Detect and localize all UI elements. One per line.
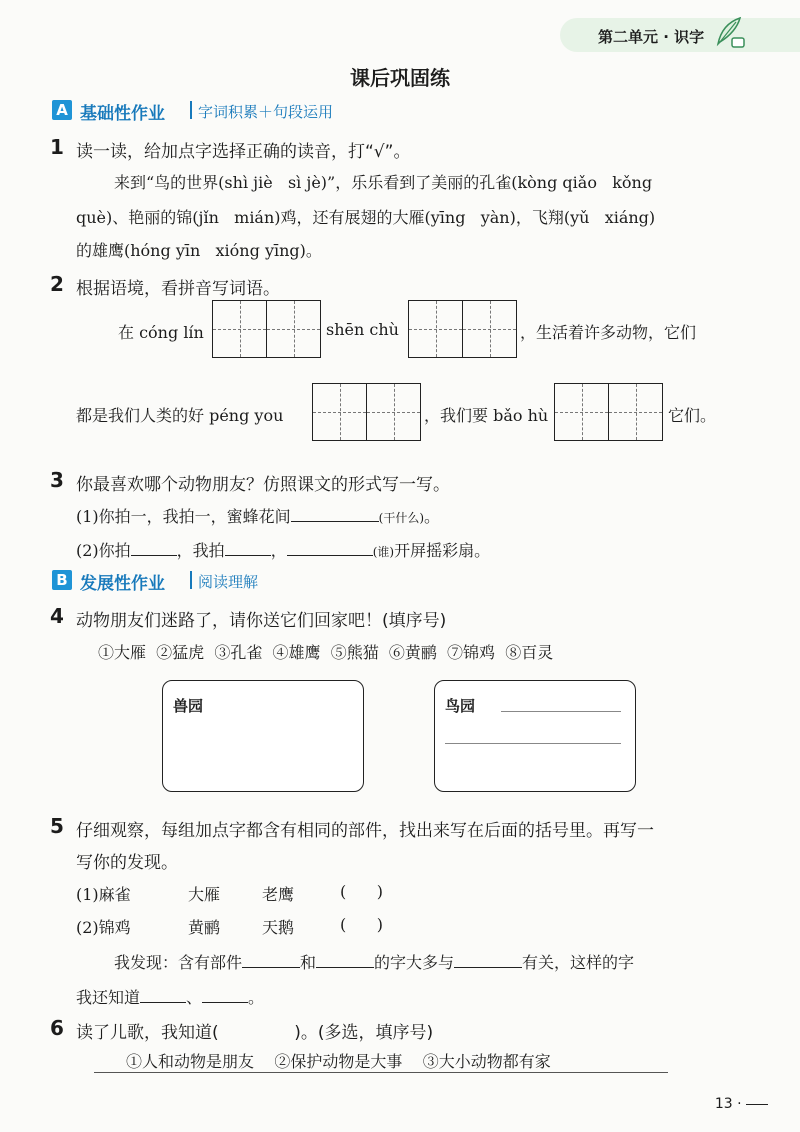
q3-line2-note: (谁) xyxy=(372,545,395,559)
q5-blank-2[interactable] xyxy=(316,951,374,968)
question-5-number: 5 xyxy=(50,814,64,838)
question-3-number: 3 xyxy=(50,468,64,492)
zoo-box-birds-label: 鸟园 xyxy=(445,697,476,715)
section-b-divider xyxy=(190,571,192,589)
question-5-prompt-line1: 仔细观察，每组加点字都含有相同的部件，找出来写在后面的括号里。再写一 xyxy=(76,821,654,841)
unit-label: 第二单元 · 识字 xyxy=(598,28,705,46)
answer-grid-shenchu[interactable] xyxy=(408,300,517,358)
q5-blank-5[interactable] xyxy=(202,986,248,1003)
section-a-badge: A xyxy=(52,100,72,120)
q5-finding-text-d: 有关，这样的字 xyxy=(522,953,635,972)
zoo-answer-line xyxy=(445,743,621,744)
question-1-text-line2: què)、艳丽的锦(jǐn mián)鸡，还有展翅的大雁(yīng yàn)，飞翔(yǔ xiáng) xyxy=(76,208,656,227)
feather-icon xyxy=(712,14,746,50)
q5-blank-4[interactable] xyxy=(140,986,186,1003)
q5-group1-answer[interactable]: ( ) xyxy=(340,882,383,901)
q5-group2-word1: (2)锦鸡 xyxy=(76,918,131,937)
q3-line1-text: (1)你拍一，我拍一，蜜蜂花间 xyxy=(76,507,291,526)
question-2-number: 2 xyxy=(50,272,64,296)
question-3-prompt: 你最喜欢哪个动物朋友？仿照课文的形式写一写。 xyxy=(76,475,450,495)
section-b-subtitle: 阅读理解 xyxy=(198,573,259,591)
zoo-box-beasts-label: 兽园 xyxy=(173,697,204,715)
question-4-number: 4 xyxy=(50,604,64,628)
question-4-prompt: 动物朋友们迷路了，请你送它们回家吧！(填序号) xyxy=(76,611,447,631)
q5-finding-line2 xyxy=(76,985,264,1008)
q3-line2-text-a: (2)你拍 xyxy=(76,541,131,560)
page-number xyxy=(715,1096,768,1112)
q5-finding2-text-b: 、 xyxy=(186,988,203,1007)
question-3-line2 xyxy=(76,538,490,561)
q3-line2-text-c: ， xyxy=(270,541,287,560)
q2-row2-pinyin2: ，我们要 bǎo hù xyxy=(424,406,549,425)
q3-line2-text-b: ，我拍 xyxy=(176,541,225,560)
q3-blank-1[interactable] xyxy=(291,505,379,522)
question-1-number: 1 xyxy=(50,135,64,159)
q3-line2-end: 开屏摇彩扇。 xyxy=(394,541,491,560)
q2-row2-pinyin1: 都是我们人类的好 péng you xyxy=(76,406,284,425)
q5-group2-word3: 天鹅 xyxy=(262,918,295,937)
page-title: 课后巩固练 xyxy=(350,66,450,90)
question-1-text-line1: 来到“鸟的世界(shì jiè sì jè)”，乐乐看到了美丽的孔雀(kòng qiǎo kǒng xyxy=(114,173,653,192)
section-b-badge: B xyxy=(52,570,72,590)
q3-line1-note: (干什么) xyxy=(378,511,425,525)
q5-group1-word2: 大雁 xyxy=(188,885,221,904)
question-6-number: 6 xyxy=(50,1016,64,1040)
q5-finding2-text-c: 。 xyxy=(248,988,265,1007)
zoo-box-beasts[interactable] xyxy=(162,680,364,792)
q5-blank-1[interactable] xyxy=(242,951,300,968)
q5-finding-text-c: 的字大多与 xyxy=(374,953,455,972)
section-a-divider xyxy=(190,101,192,119)
section-a-title: 基础性作业 xyxy=(80,104,165,124)
zoo-box-birds[interactable] xyxy=(434,680,636,792)
q5-finding2-text-a: 我还知道 xyxy=(76,988,141,1007)
q3-line1-end: 。 xyxy=(424,507,441,526)
q5-finding-text-b: 和 xyxy=(300,953,317,972)
question-6-prompt: 读了儿歌，我知道( )。(多选，填序号) xyxy=(76,1023,434,1043)
question-4-options: ①大雁 ②猛虎 ③孔雀 ④雄鹰 ⑤熊猫 ⑥黄鹂 ⑦锦鸡 ⑧百灵 xyxy=(98,643,554,662)
answer-grid-conglin[interactable] xyxy=(212,300,321,358)
question-1-prompt: 读一读，给加点字选择正确的读音，打“√”。 xyxy=(76,142,411,162)
zoo-answer-line xyxy=(501,711,621,712)
section-a-subtitle: 字词积累＋句段运用 xyxy=(198,103,334,121)
section-b-title: 发展性作业 xyxy=(80,574,165,594)
question-3-line1 xyxy=(76,504,440,527)
q5-group2-answer[interactable]: ( ) xyxy=(340,915,383,934)
q3-blank-4[interactable] xyxy=(287,539,373,556)
question-5-prompt-line2: 写你的发现。 xyxy=(76,853,178,873)
q2-row1-text: ，生活着许多动物，它们 xyxy=(520,323,697,342)
q5-finding-text-a: 我发现：含有部件 xyxy=(114,953,243,972)
question-6-underline xyxy=(94,1072,668,1073)
question-2-prompt: 根据语境，看拼音写词语。 xyxy=(76,279,280,299)
q5-blank-3[interactable] xyxy=(454,951,522,968)
q3-blank-3[interactable] xyxy=(225,539,271,556)
q5-finding-line1 xyxy=(114,950,634,973)
q3-blank-2[interactable] xyxy=(131,539,177,556)
answer-grid-pengyou[interactable] xyxy=(312,383,421,441)
page-number-text: 13 · xyxy=(714,1096,742,1112)
q5-group2-word2: 黄鹂 xyxy=(188,918,221,937)
q5-group1-word1: (1)麻雀 xyxy=(76,885,131,904)
q2-row1-pinyin2: shēn chù xyxy=(326,320,399,339)
answer-grid-baohu[interactable] xyxy=(554,383,663,441)
question-1-text-line3: 的雄鹰(hóng yīn xióng yīng)。 xyxy=(76,241,322,260)
q2-row1-pinyin1: 在 cóng lín xyxy=(118,323,204,342)
q5-group1-word3: 老鹰 xyxy=(262,885,295,904)
q2-row2-text: 它们。 xyxy=(668,406,717,425)
question-6-options: ①人和动物是朋友 ②保护动物是大事 ③大小动物都有家 xyxy=(126,1052,551,1071)
